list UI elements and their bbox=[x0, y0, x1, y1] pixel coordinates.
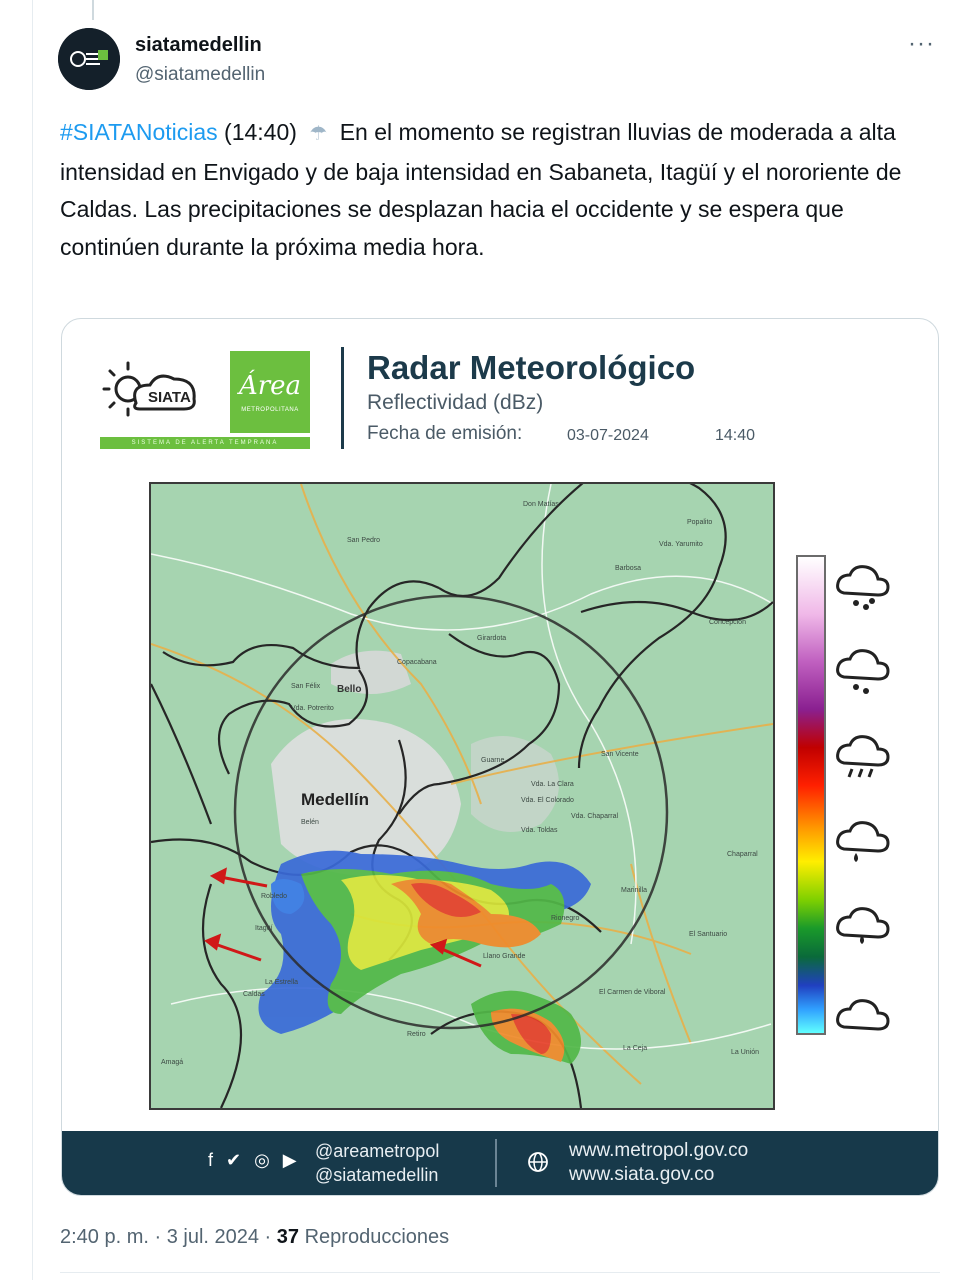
siata-logo bbox=[98, 347, 218, 437]
globe-icon bbox=[527, 1151, 549, 1173]
emission-label: Fecha de emisión: bbox=[367, 423, 523, 444]
area-metropolitana-logo bbox=[230, 351, 310, 433]
views-count: 37 bbox=[276, 1226, 300, 1248]
svg-text:Barbosa: Barbosa bbox=[615, 565, 642, 572]
hail-storm-icon-2 bbox=[832, 647, 892, 699]
svg-text:La Unión: La Unión bbox=[731, 1049, 760, 1056]
svg-text:Don Matías: Don Matías bbox=[523, 501, 559, 508]
display-name[interactable]: siatamedellin bbox=[135, 34, 262, 56]
svg-text:Belén: Belén bbox=[301, 819, 319, 826]
svg-text:Caldas: Caldas bbox=[243, 991, 265, 998]
moderate-rain-icon bbox=[832, 819, 892, 871]
tweet-body: En el momento se registran lluvias de moderada a alta intensidad en Envigado y de baja intensidad en Sabaneta, Itagüí y el nororiente de Caldas. Las precipitaciones se desplazan hacia el occidente y se espera que continúen durante la próxima media hora. bbox=[60, 119, 902, 260]
svg-text:Vda. Potrerito: Vda. Potrerito bbox=[291, 705, 334, 712]
svg-text:Amagá: Amagá bbox=[161, 1059, 184, 1066]
svg-text:San Pedro: San Pedro bbox=[347, 537, 381, 544]
svg-text:San Félix: San Félix bbox=[291, 683, 321, 690]
svg-text:Copacabana: Copacabana bbox=[397, 659, 437, 666]
hashtag-link[interactable]: #SIATANoticias bbox=[60, 119, 218, 145]
cloud-rain-emoji-icon: ☂ bbox=[309, 123, 328, 145]
heavy-rain-icon bbox=[832, 733, 892, 785]
svg-text:Girardota: Girardota bbox=[477, 635, 507, 642]
siata-logo-text: SIATA bbox=[148, 389, 191, 406]
tweet-text bbox=[60, 114, 910, 266]
svg-text:Vda. Chaparral: Vda. Chaparral bbox=[571, 813, 619, 820]
svg-text:Guarne: Guarne bbox=[481, 757, 505, 764]
svg-text:El Santuario: El Santuario bbox=[689, 931, 728, 938]
area-logo-text: Área bbox=[238, 371, 302, 401]
emission-date: 03-07-2024 bbox=[567, 427, 649, 444]
tweet-time-paren: (14:40) bbox=[224, 119, 297, 145]
tweet-timestamp-row bbox=[60, 1226, 449, 1249]
svg-text:El Carmen de Viboral: El Carmen de Viboral bbox=[599, 989, 666, 996]
user-handle[interactable]: @siatamedellin bbox=[135, 64, 266, 85]
card-footer bbox=[62, 1131, 938, 1195]
tweet-media-image[interactable] bbox=[61, 318, 939, 1196]
svg-text:Vda. Yarumito: Vda. Yarumito bbox=[659, 541, 703, 548]
svg-text:San Vicente: San Vicente bbox=[601, 751, 639, 758]
area-logo-subtext: METROPOLITANA bbox=[241, 407, 299, 413]
timeline-border bbox=[32, 0, 33, 1280]
radar-map bbox=[149, 482, 775, 1110]
svg-text:Robledo: Robledo bbox=[261, 893, 288, 900]
radar-map-graphic bbox=[151, 484, 773, 1108]
svg-text:Vda. Toldas: Vda. Toldas bbox=[521, 827, 558, 834]
light-rain-icon bbox=[832, 905, 892, 957]
card-header bbox=[62, 319, 938, 469]
svg-text:Vda. El Colorado: Vda. El Colorado bbox=[521, 797, 574, 804]
cloud-icon bbox=[832, 989, 892, 1041]
svg-text:La Estrella: La Estrella bbox=[265, 979, 299, 986]
svg-text:Llano Grande: Llano Grande bbox=[483, 953, 526, 960]
emission-time: 14:40 bbox=[715, 427, 756, 444]
footer-handle-siata: @siatamedellin bbox=[315, 1165, 439, 1185]
svg-text:Concepción: Concepción bbox=[709, 619, 746, 626]
svg-text:Marinilla: Marinilla bbox=[621, 887, 648, 894]
svg-text:La Ceja: La Ceja bbox=[623, 1045, 648, 1052]
tweet-timestamp[interactable]: 2:40 p. m. · 3 jul. 2024 · bbox=[60, 1226, 272, 1248]
siata-strip: SISTEMA DE ALERTA TEMPRANA bbox=[100, 437, 310, 449]
svg-text:Itagüí: Itagüí bbox=[255, 925, 273, 932]
radar-subtitle: Reflectividad (dBz) bbox=[367, 391, 544, 414]
avatar[interactable] bbox=[58, 28, 120, 90]
more-options-icon[interactable]: ··· bbox=[908, 30, 935, 57]
footer-site-metropol: www.metropol.gov.co bbox=[569, 1140, 749, 1161]
header-divider bbox=[341, 347, 344, 449]
bottom-divider bbox=[60, 1272, 940, 1273]
social-media-icons: f ✔ ◎ ▶ bbox=[208, 1150, 301, 1170]
footer-handles bbox=[315, 1139, 439, 1187]
radar-title: Radar Meteorológico bbox=[367, 349, 696, 386]
svg-text:Vda. La Clara: Vda. La Clara bbox=[531, 781, 574, 788]
footer-divider bbox=[495, 1139, 497, 1187]
thread-connector-line bbox=[92, 0, 94, 20]
siata-avatar-icon bbox=[58, 28, 120, 90]
footer-site-siata: www.siata.gov.co bbox=[569, 1164, 715, 1185]
svg-text:Chaparral: Chaparral bbox=[727, 851, 758, 858]
reflectivity-color-scale bbox=[796, 555, 826, 1035]
views-label: Reproducciones bbox=[304, 1226, 450, 1248]
svg-text:Popalito: Popalito bbox=[687, 519, 713, 526]
bello-city-label: Bello bbox=[337, 684, 362, 695]
svg-text:Rionegro: Rionegro bbox=[551, 915, 580, 922]
svg-text:Retiro: Retiro bbox=[407, 1031, 426, 1038]
hail-storm-icon bbox=[832, 563, 892, 615]
medellin-city-label: Medellín bbox=[301, 790, 370, 809]
footer-websites bbox=[569, 1139, 748, 1187]
footer-handle-area: @areametropol bbox=[315, 1141, 440, 1161]
